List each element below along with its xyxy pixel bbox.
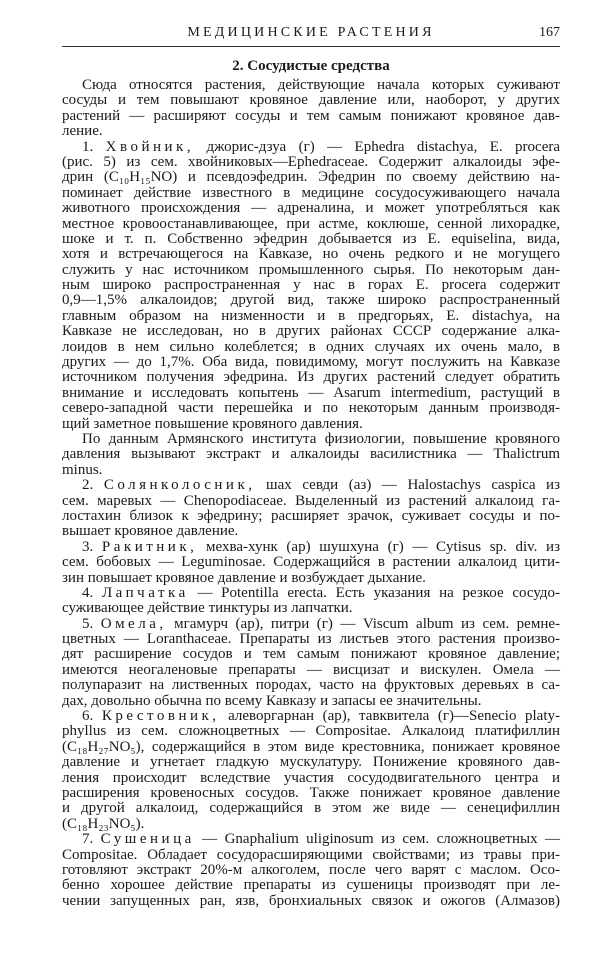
entry-number: 1. bbox=[82, 138, 106, 155]
line-text: ление. bbox=[62, 123, 103, 140]
plant-name: Омела, bbox=[100, 615, 167, 632]
text-line bbox=[62, 817, 560, 832]
line-text: — Potentilla erecta. Есть указания на резкое сосудо- bbox=[188, 584, 560, 601]
text-line bbox=[62, 170, 560, 185]
line-text: и другой алкалоид, содержащийся в этом же виде — сенецифиллин bbox=[62, 800, 560, 817]
line-text: шах севди (аз) — Halostachys caspica из bbox=[255, 477, 561, 494]
line-text: полупаразит на лиственных породах, часто на фруктовых деревьях в са- bbox=[62, 677, 560, 694]
line-text: зин повышает кровяное давление и возбуждает дыхание. bbox=[62, 569, 426, 586]
text-line bbox=[62, 201, 560, 216]
entry-number: 3. bbox=[82, 538, 102, 555]
line-text: лостахин близок к эфедрину; расширяет зрачок, суживает сосуды и по- bbox=[62, 507, 560, 524]
line-text: растений — расширяют сосуды и тем самым понижают кровяное дав- bbox=[62, 107, 560, 124]
text-line bbox=[62, 494, 560, 509]
text-line bbox=[62, 155, 560, 170]
line-text: алеворгарнан (ар), тавквитела (г)—Senecio platy- bbox=[219, 708, 560, 725]
text-line bbox=[62, 647, 560, 662]
text-line bbox=[62, 478, 560, 493]
text-line bbox=[62, 309, 560, 324]
line-text: Compositae. Обладает сосудорасширяющими свойствами; из травы при- bbox=[62, 846, 560, 863]
text-line bbox=[62, 509, 560, 524]
text-line bbox=[62, 524, 560, 539]
entry-number: 4. bbox=[82, 584, 102, 601]
text-line bbox=[62, 232, 560, 247]
entry-number: 6. bbox=[82, 708, 102, 725]
line-text: ным широко распространенная у нас в горах E. procera содержит bbox=[62, 277, 560, 294]
text-line bbox=[62, 586, 560, 601]
line-text: 0,9—1,5% алкалоидов; другой вид, также широко распространенный bbox=[62, 292, 560, 309]
text-line bbox=[62, 601, 560, 616]
line-text: По данным Армянского института физиологии, повышение кровяного bbox=[82, 430, 560, 447]
text-line bbox=[62, 463, 560, 478]
text-line bbox=[62, 540, 560, 555]
text-line bbox=[62, 617, 560, 632]
text-line bbox=[62, 78, 560, 93]
line-text: вышает кровяное давление. bbox=[62, 523, 239, 540]
line-text: щий заметное повышение кровяного давления. bbox=[62, 415, 363, 432]
plant-name: Лапчатка bbox=[101, 584, 189, 601]
line-text: мгамурч (ар), питри (г) — Viscum album из сем. ремне- bbox=[166, 615, 561, 632]
text-line bbox=[62, 571, 560, 586]
text-line bbox=[62, 678, 560, 693]
text-line bbox=[62, 247, 560, 262]
line-text: готовляют экстракт 20%-м алкоголем, после чего варят с маслом. Осо- bbox=[62, 861, 560, 878]
line-text: — Gnaphalium uliginosum из сем. сложноцветных — bbox=[194, 831, 561, 848]
page-number: 167 bbox=[539, 25, 560, 40]
plant-name: Хвойник, bbox=[105, 138, 195, 155]
plant-name: Крестовник, bbox=[101, 708, 220, 725]
text-line bbox=[62, 447, 560, 462]
text-line bbox=[62, 370, 560, 385]
line-text: шоке и т. п. Собственно эфедрин добывается из E. equiselina, вида, bbox=[62, 230, 560, 247]
text-line bbox=[62, 355, 560, 370]
line-text: хотя и встречающегося на Кавказе, но очень редкого и не могущего bbox=[62, 246, 560, 263]
line-text: суживающее действие тинктуры из лапчатки. bbox=[62, 600, 353, 617]
plant-name: Сушеница bbox=[100, 831, 195, 848]
line-text: minus. bbox=[62, 461, 103, 478]
line-text: давления вызывают экстракт и алкалоиды василистника — Thalictrum bbox=[62, 446, 560, 463]
text-line bbox=[62, 417, 560, 432]
line-text: источником получения эфедрина. Из других растений следует обратить bbox=[62, 369, 560, 386]
text-line bbox=[62, 709, 560, 724]
line-text: главным образом на низменности и в предгорьях, E. distachya, на bbox=[62, 307, 560, 324]
entry-number: 7. bbox=[82, 831, 101, 848]
line-text: служить у нас источником промышленного сырья. По некоторым дан- bbox=[62, 261, 560, 278]
line-text: джорис-дзуа (г) — Ephedra distachya, E. procera bbox=[194, 138, 560, 155]
text-line bbox=[62, 663, 560, 678]
text-line bbox=[62, 93, 560, 108]
text-line bbox=[62, 724, 560, 739]
section-title: 2. Сосудистые средства bbox=[232, 58, 390, 74]
text-line bbox=[62, 217, 560, 232]
line-text: Кавказе не исследован, но в других районах СССР содержание алка- bbox=[62, 323, 560, 340]
page-body-text bbox=[62, 78, 560, 909]
entry-number: 5. bbox=[82, 615, 101, 632]
line-text: (C₁₈H₂₇NO₅), содержащийся в этом виде крестовника, понижает кровяное bbox=[62, 738, 560, 755]
running-header bbox=[62, 24, 560, 47]
line-text: ления происходит вследствие участия сосудодвигательного центра и bbox=[62, 769, 560, 786]
text-line bbox=[62, 278, 560, 293]
line-text: имеются неогаленовые препараты — висцизат и вискулен. Омела — bbox=[62, 661, 560, 678]
line-text: мехва-хунк (ар) шушхуна (г) — Cytisus sp. div. из bbox=[197, 538, 560, 555]
text-line bbox=[62, 555, 560, 570]
line-text: (рис. 5) из сем. хвойниковых—Ephedraceae. Содержит алкалоиды эфе- bbox=[62, 153, 560, 170]
line-text: phyllus из сем. сложноцветных — Compositae. Алкалоид платифиллин bbox=[62, 723, 560, 740]
text-line bbox=[62, 124, 560, 139]
text-line bbox=[62, 632, 560, 647]
line-text: расширения кровеносных сосудов. Также понижает кровяное давление bbox=[62, 784, 560, 801]
line-text: сосуды и тем повышают кровяное давление или, наоборот, у других bbox=[62, 92, 560, 109]
text-line bbox=[62, 740, 560, 755]
line-text: северо-западной части перешейка и по некоторым данным производя- bbox=[62, 400, 560, 417]
line-text: поминает действие известного в медицине сосудосуживающего начала bbox=[62, 184, 560, 201]
line-text: давление и угнетает гладкую мускулатуру. Понижение кровяного дав- bbox=[62, 754, 560, 771]
line-text: сем. маревых — Chenopodiaceae. Выделенный из растений алкалоид га- bbox=[62, 492, 560, 509]
line-text: Сюда относятся растения, действующие начала которых суживают bbox=[82, 77, 560, 93]
line-text: лоидов в нем сильно колеблется; в одних случаях их очень мало, в bbox=[62, 338, 560, 355]
line-text: сем. бобовых — Leguminosae. Содержащийся в растении алкалоид цити- bbox=[62, 554, 560, 571]
line-text: цветных — Loranthaceae. Препараты из листьев этого растения произво- bbox=[62, 631, 560, 648]
line-text: дах, довольно обычна по всему Кавказу и запасы ее значительны. bbox=[62, 692, 482, 709]
line-text: животного происхождения — адреналина, и может употребляться как bbox=[62, 200, 560, 217]
text-line bbox=[62, 293, 560, 308]
text-line bbox=[62, 694, 560, 709]
line-text: местное кровоостанавливающее, при астме, коклюше, сенной лихорадке, bbox=[62, 215, 560, 232]
text-line bbox=[62, 340, 560, 355]
text-line bbox=[62, 263, 560, 278]
text-line bbox=[62, 771, 560, 786]
line-text: чении запущенных ран, язв, бронхиальных связок и ожогов (Алмазов) bbox=[62, 892, 560, 909]
text-line bbox=[62, 878, 560, 893]
text-line bbox=[62, 432, 560, 447]
line-text: других — до 1,7%. Оба вида, повидимому, могут послужить на Кавказе bbox=[62, 354, 560, 371]
text-line bbox=[62, 386, 560, 401]
text-line bbox=[62, 894, 560, 909]
plant-name: Солянколосник, bbox=[103, 477, 256, 494]
text-line bbox=[62, 848, 560, 863]
text-line bbox=[62, 863, 560, 878]
text-line bbox=[62, 832, 560, 847]
text-line bbox=[62, 755, 560, 770]
line-text: внимание и исследовать копытень — Asarum intermedium, растущий в bbox=[62, 384, 560, 401]
text-line bbox=[62, 801, 560, 816]
entry-number: 2. bbox=[82, 477, 104, 494]
text-line bbox=[62, 140, 560, 155]
running-title: МЕДИЦИНСКИЕ РАСТЕНИЯ bbox=[187, 25, 435, 40]
text-line bbox=[62, 401, 560, 416]
text-line bbox=[62, 324, 560, 339]
line-text: дят расширение сосудов и тем самым понижают кровяное давление; bbox=[62, 646, 560, 663]
line-text: дрин (C₁₀H₁₅NO) и псевдоэфедрин. Эфедрин по своему действию на- bbox=[62, 169, 560, 186]
text-line bbox=[62, 109, 560, 124]
line-text: бенно хорошее действие препараты из сушеницы производят при ле- bbox=[62, 877, 560, 894]
text-line bbox=[62, 186, 560, 201]
text-line bbox=[62, 786, 560, 801]
plant-name: Ракитник, bbox=[101, 538, 198, 555]
line-text: (C₁₈H₂₃NO₅). bbox=[62, 815, 145, 832]
